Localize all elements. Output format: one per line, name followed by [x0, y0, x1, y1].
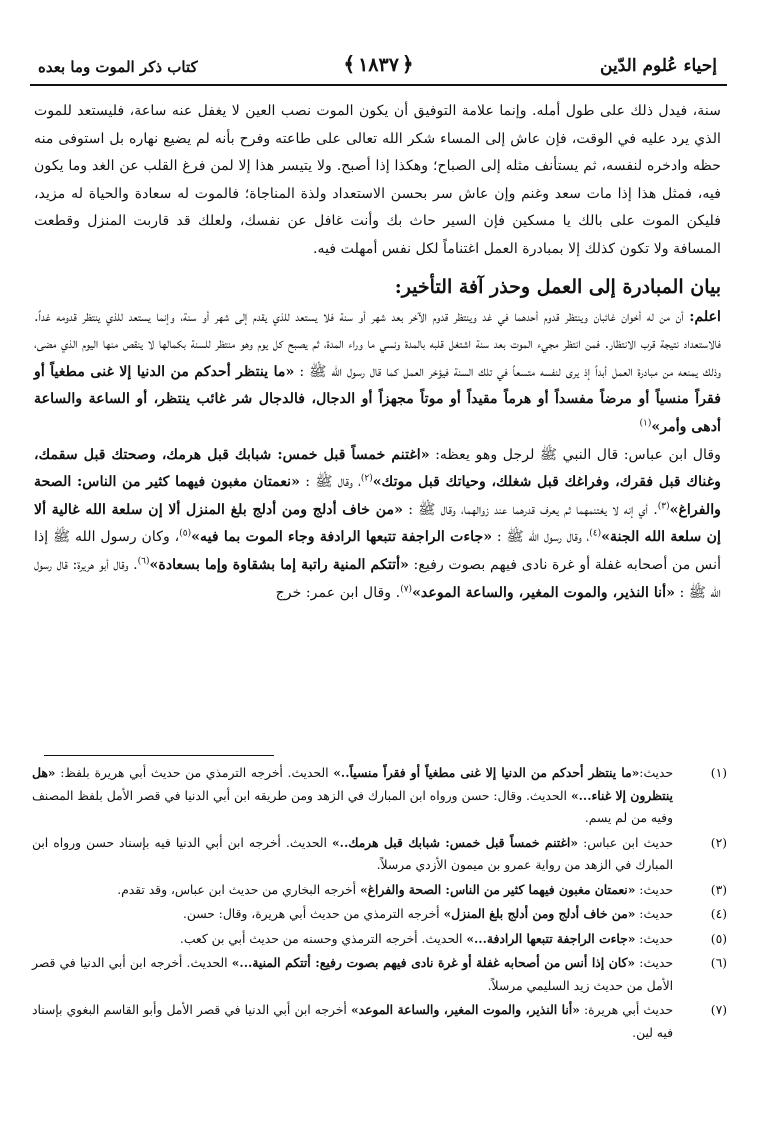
paragraph-2-text: أن من له أخوان غائبان وينتظر قدوم أحدهما في غد وينتظر قدوم الآخر بعد شهر أو سنة فلا يستعد للذي يقدم إلى شهر أو سنة، وإنما يستعد للذي ينتظر قدومه غداً. فالاستعداد نتيجة قرب الانتظار. فمن انتظر مجيء الموت بعد سنة اشتغل قلبه بالمدة ونسي ما وراء المدة، ثم يصبح كل يوم وهو منتظر للسنة بكمالها لا ينقص منها اليوم الذي مضى، وذلك يمنعه من مبادرة العمل أبداً إذ يرى لنفسه متسعاً في تلك السنة فيؤخر العمل كما قال رسول الله ﷺ : — [34, 308, 721, 380]
hadith-1: «ما ينتظر أحدكم من الدنيا إلا غنى مطغياً أو فقراً منسياً أو مرضاً مفسداً أو هرماً مقيداً أو موتاً مجهزاً أو الدجال، فالدجال شر غائب ينتظر، أو الساعة والساعة أدهى وأمر» — [34, 363, 721, 435]
book-title: إحياء عُلوم الدّين — [600, 56, 717, 76]
footnote-7 — [32, 999, 733, 1044]
footnote-4 — [32, 903, 733, 926]
footnote-1 — [32, 762, 733, 830]
footnote-text: حديث: — [635, 956, 673, 970]
footnote-hadith: «اغتنم خمساً قبل خمس: شبابك قبل هرمك..» — [331, 834, 579, 850]
hadith-7: «أنا النذير، والموت المغير، والساعة الموعد» — [412, 584, 675, 601]
page-number-block — [340, 52, 416, 76]
paragraph-4-text: ، وقال ﷺ : — [305, 474, 361, 491]
main-text — [34, 98, 721, 607]
hadith-4: «من خاف أدلج ومن أدلج بلغ المنزل ألا إن سلعة الله غالية ألا إن سلعة الله الجنة» — [34, 501, 721, 546]
footnote-3 — [32, 879, 733, 902]
hadith-3: «نعمتان مغبون فيهما كثير من الناس: الصحة والفراغ» — [34, 474, 721, 518]
footnote-separator — [44, 755, 274, 756]
hadith-3-ref: (٣) — [657, 500, 670, 511]
header-rule — [30, 84, 727, 86]
footnote-number: (٥) — [710, 931, 727, 946]
paragraph-2 — [34, 304, 721, 442]
hadith-7-ref: (٧) — [400, 583, 413, 594]
paragraph-7-text: ، وكان رسول الله ﷺ إذا أنس من أصحابه غفلة أو غرة نادى فيهم بصوت رفيع: — [34, 529, 722, 573]
footnote-text: الحديث. أخرجه ابن أبي الدنيا في قصر الأمل من حديث زيد السليمي مرسلاً. — [32, 956, 673, 993]
footnote-text: الحديث. أخرجه ابن أبي الدنيا فيه بإسناد حسن ورواه ابن المبارك في الزهد من رواية عمرو بن ميمون الأزدي مرسلاً. — [32, 835, 673, 872]
footnote-hadith: «جاءت الراجفة تتبعها الرادفة...» — [466, 930, 636, 946]
footnote-number: (٣) — [710, 882, 727, 897]
footnote-text: حديث: — [635, 882, 673, 897]
hadith-5-ref: (٥) — [179, 528, 192, 539]
section-title: بيان المبادرة إلى العمل وحذر آفة التأخير: — [394, 275, 721, 298]
footnote-text: أخرجه الترمذي من حديث أبي هريرة، وقال: حسن. — [182, 907, 444, 921]
footnote-hadith: «ما ينتظر أحدكم من الدنيا إلا غنى مطغياً أو فقراً منسياً..» — [333, 765, 640, 780]
footnote-text: الحديث. وقال: حسن ورواه ابن المبارك في الزهد ومن طريقه ابن أبي الدنيا في قصر الأمل بلفظ المصنف وفيه من لم يسم. — [32, 788, 673, 825]
running-header — [30, 48, 727, 86]
footnote-text: أخرجه ابن أبي الدنيا في قصر الأمل وأبو القاسم البغوي بإسناد فيه لين. — [32, 1003, 673, 1040]
footnote-number: (٤) — [710, 907, 727, 921]
footnote-hadith: «هل ينتظرون إلا غناء...» — [32, 765, 673, 803]
chapter-title: كتاب ذكر الموت وما بعده — [38, 58, 198, 76]
footnote-5 — [32, 928, 733, 951]
footnote-2 — [32, 832, 733, 877]
page-number: ١٨٣٧ — [358, 54, 399, 76]
paragraph-9-text: . وقال ابن عمر: خرج — [275, 584, 401, 601]
footnotes — [32, 762, 733, 1046]
ornament-right: ﴿ — [401, 52, 414, 76]
footnote-text: حديث ابن عباس: — [578, 835, 674, 850]
footnote-number: (٦) — [710, 956, 727, 970]
hadith-6: «أتتكم المنية راتبة إما بشقاوة وإما بسعادة» — [149, 556, 409, 573]
hadith-2: «اغتنم خمساً قبل خمس: شبابك قبل هرمك، وصحتك قبل سقمك، وغناك قبل فقرك، وفراغك قبل شغلك، وحياتك قبل موتك» — [34, 446, 721, 491]
paragraph-8-text: . وقال أبو هريرة: قال رسول الله ﷺ : — [34, 556, 721, 601]
paragraph-3-text: وقال ابن عباس: قال النبي ﷺ لرجل وهو يعظه: — [435, 446, 721, 463]
footnote-6 — [32, 952, 733, 997]
footnote-number: (٧) — [710, 1003, 727, 1017]
footnote-hadith: «أنا النذير، والموت المغير، والساعة الموعد» — [350, 1002, 580, 1017]
paragraph-5-text: . أي إنه لا يغتنمهما ثم يعرف قدرهما عند زوالهما، وقال ﷺ : — [408, 501, 658, 518]
paragraph-6-text: ، وقال رسول الله ﷺ : — [496, 529, 590, 546]
footnote-text: الحديث. أخرجه الترمذي وحسنه من حديث أبي بن كعب. — [179, 931, 467, 946]
paragraph-1: سنة، فيدل ذلك على طول أمله. وإنما علامة التوفيق أن يكون الموت نصب العين لا يغفل عنه ساعة، فليستعد للموت الذي يرد عليه في الوقت، فإن عاش إلى المساء شكر الله تعالى على طاعته وفرح بأنه لم يضيع نهاره بل استوفى منه حظه وادخره لنفسه، ثم يستأنف مثله إلى الصباح؛ وهكذا إذا أصبح. ولا يتيسر هذا إلا لمن فرغ القلب عن الغد وما يكون فيه، فمثل هذا إذا مات سعد وغنم وإن عاش سر بحسن الاستعداد ولذة المناجاة؛ فالموت له سعادة والحياة له مزيد، فليكن الموت على بالك يا مسكين فإن السير حاث بك وأنت غافل عن نفسك، ولعلك قد قاربت المنزل وقطعت المسافة ولا تكون كذلك إلا بمبادرة العمل اغتناماً لكل نفس أمهلت فيه. — [34, 103, 721, 257]
hadith-1-ref: (١) — [639, 418, 652, 429]
footnote-text: أخرجه البخاري من حديث ابن عباس، وقد تقدم. — [117, 882, 360, 897]
hadith-2-ref: (٢) — [360, 473, 373, 484]
hadith-6-ref: (٦) — [137, 556, 150, 567]
footnote-text: الحديث. أخرجه الترمذي من حديث أبي هريرة بلفظ: — [55, 766, 334, 780]
hadith-5: «جاءت الراجفة تتبعها الرادفة وجاء الموت بما فيه» — [191, 529, 493, 546]
footnote-text: حديث: — [639, 766, 673, 780]
footnote-hadith: «من خاف أدلج ومن أدلج بلغ المنزل» — [443, 906, 636, 921]
hadith-4-ref: (٤) — [589, 528, 602, 539]
paragraph-3 — [34, 442, 721, 608]
footnote-text: حديث أبي هريرة: — [579, 1003, 673, 1017]
footnote-text: حديث: — [635, 931, 673, 946]
footnote-number: (٢) — [710, 835, 727, 850]
paragraph-2-lead: اعلم: — [689, 308, 721, 325]
footnote-hadith: «كان إذا أنس من أصحابه غفلة أو غرة نادى فيهم بصوت رفيع: أتتكم المنية...» — [231, 955, 636, 970]
footnote-number: (١) — [710, 766, 727, 780]
footnote-text: حديث: — [635, 907, 673, 921]
ornament-left: ﴾ — [343, 52, 356, 76]
footnote-hadith: «نعمتان مغبون فيهما كثير من الناس: الصحة والفراغ» — [359, 881, 636, 897]
